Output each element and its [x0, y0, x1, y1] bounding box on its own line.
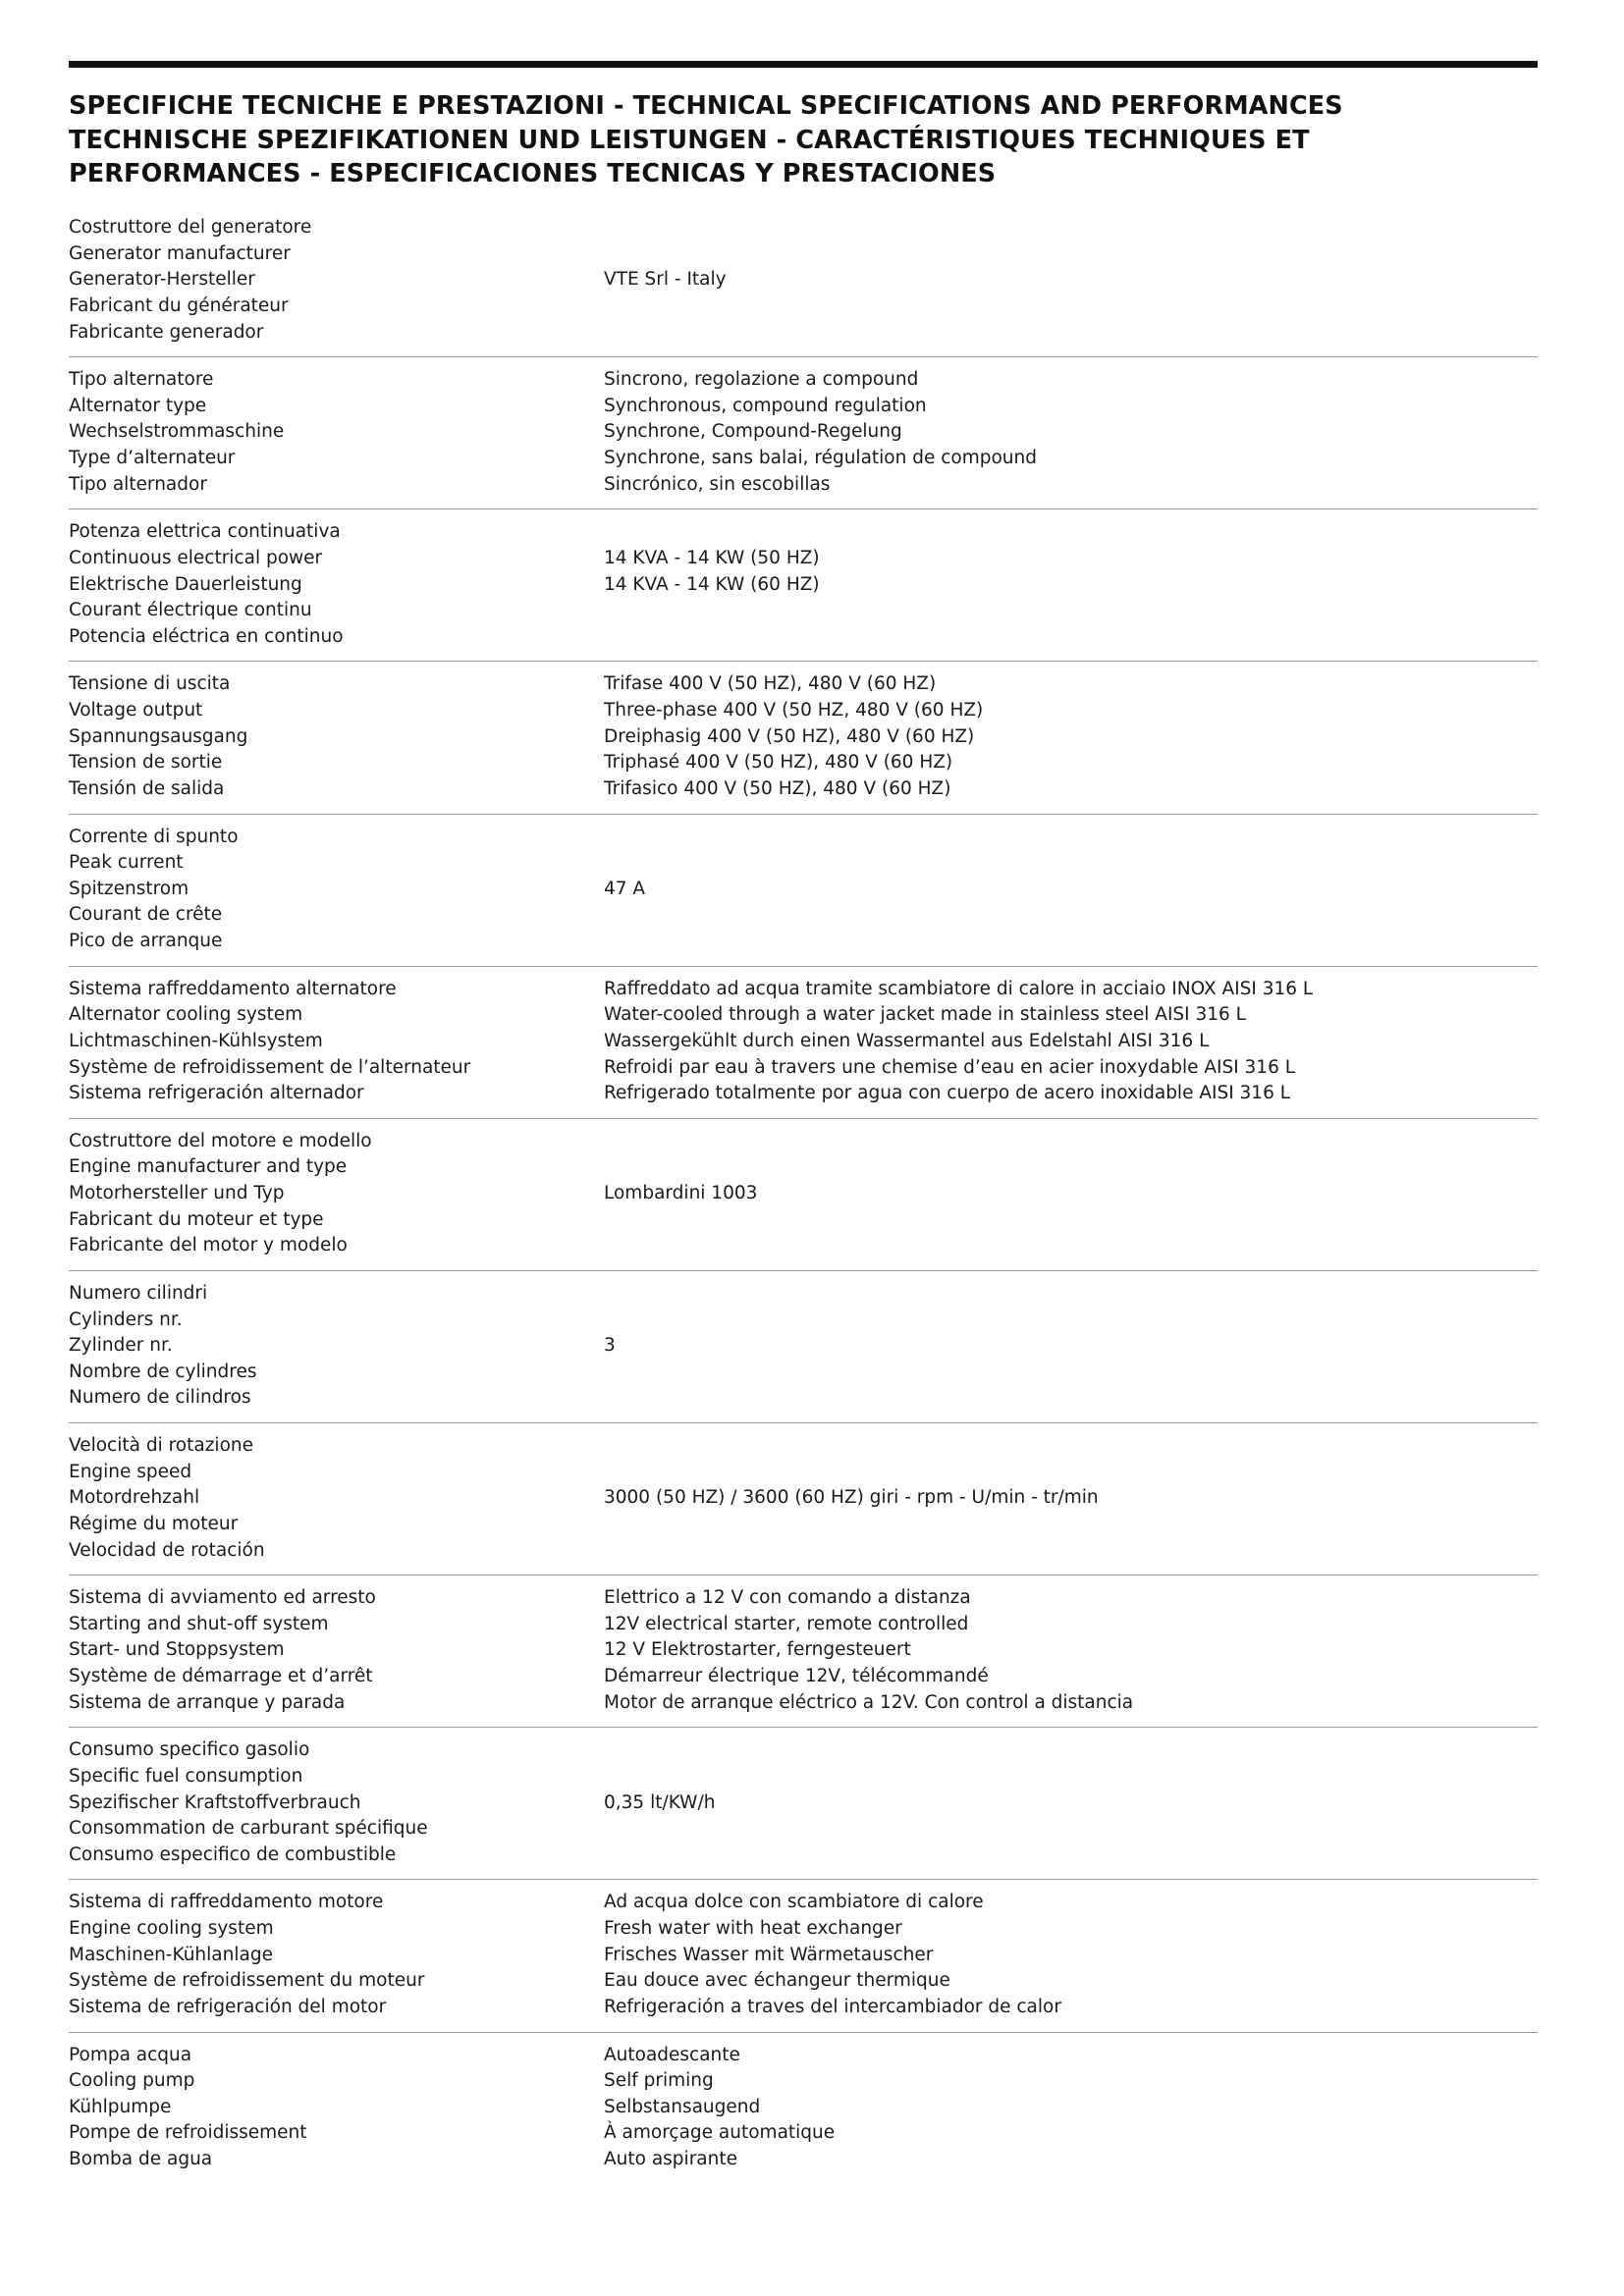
- value-de: Frisches Wasser mit Wärmetauscher: [604, 1944, 934, 1965]
- row-value-cell: [604, 205, 1538, 357]
- value-it: Elettrico a 12 V con comando a distanza: [604, 1587, 971, 1609]
- value-it: Autoadescante: [604, 2044, 740, 2065]
- label-it: Tipo alternatore: [69, 369, 214, 391]
- label-de: Kühlpumpe: [69, 2096, 172, 2117]
- row-value-cell: [604, 357, 1538, 509]
- value-en: Water-cooled through a water jacket made in stainless steel AISI 316 L: [604, 1004, 1246, 1026]
- label-it: Corrente di spunto: [69, 826, 239, 847]
- table-row: [69, 1728, 1538, 1880]
- label-es: Potencia eléctrica en continuo: [69, 625, 344, 647]
- label-en: Alternator type: [69, 395, 207, 416]
- row-value-cell: [604, 662, 1538, 814]
- row-value-cell: [604, 509, 1538, 662]
- value-de: Selbstansaugend: [604, 2096, 761, 2117]
- value-en: Self priming: [604, 2070, 714, 2092]
- value-es: [604, 1233, 1538, 1259]
- value-it: Sincrono, regolazione a compound: [604, 369, 919, 391]
- label-en: Engine speed: [69, 1461, 192, 1482]
- label-en: Engine cooling system: [69, 1918, 274, 1940]
- label-it: Potenza elettrica continuativa: [69, 521, 341, 543]
- value-fr: À amorçage automatique: [604, 2122, 836, 2144]
- label-fr: Système de démarrage et d’arrêt: [69, 1666, 373, 1687]
- label-es: Tensión de salida: [69, 777, 225, 799]
- value-fr: [604, 1360, 1538, 1386]
- value-it: [604, 1737, 1538, 1764]
- label-fr: Pompe de refroidissement: [69, 2122, 307, 2144]
- value-en: [604, 1154, 1538, 1181]
- table-row: [69, 1575, 1538, 1728]
- label-fr: Système de refroidissement de l’alternateur: [69, 1056, 471, 1078]
- row-label-cell: [69, 966, 604, 1118]
- table-row: [69, 1423, 1538, 1575]
- table-row: [69, 1270, 1538, 1422]
- value-it: Raffreddato ad acqua tramite scambiatore di calore in acciaio INOX AISI 316 L: [604, 978, 1314, 999]
- value-es: [604, 1385, 1538, 1412]
- table-row: [69, 814, 1538, 966]
- label-fr: Régime du moteur: [69, 1513, 239, 1534]
- page-title-line-2: TECHNISCHE SPEZIFIKATIONEN UND LEISTUNGEN - CARACTÉRISTIQUES TECHNIQUES ET: [69, 125, 1310, 155]
- table-row: [69, 357, 1538, 509]
- value-it: [604, 1433, 1538, 1460]
- row-label-cell: [69, 205, 604, 357]
- value-it: [604, 519, 1538, 546]
- table-row: [69, 509, 1538, 662]
- value-en: [604, 850, 1538, 877]
- label-en: Cooling pump: [69, 2070, 195, 2092]
- value-de: Lombardini 1003: [604, 1183, 758, 1204]
- row-value-cell: [604, 2032, 1538, 2184]
- value-de: 12 V Elektrostarter, ferngesteuert: [604, 1639, 911, 1661]
- row-value-cell: [604, 814, 1538, 966]
- label-es: Sistema de arranque y parada: [69, 1691, 346, 1713]
- value-it: [604, 1129, 1538, 1155]
- label-fr: Tension de sortie: [69, 752, 223, 774]
- table-row: [69, 1118, 1538, 1270]
- label-es: Sistema refrigeración alternador: [69, 1083, 364, 1104]
- label-en: Peak current: [69, 852, 184, 874]
- header-rule: [69, 61, 1538, 68]
- table-row: [69, 1880, 1538, 2032]
- value-fr: [604, 902, 1538, 929]
- label-fr: Nombre de cylindres: [69, 1361, 257, 1382]
- row-value-cell: [604, 1575, 1538, 1728]
- value-fr: Eau douce avec échangeur thermique: [604, 1970, 950, 1992]
- row-label-cell: [69, 1423, 604, 1575]
- row-value-cell: [604, 1728, 1538, 1880]
- table-body: [69, 205, 1538, 2184]
- value-fr: Synchrone, sans balai, régulation de compound: [604, 448, 1037, 469]
- value-fr: Triphasé 400 V (50 HZ), 480 V (60 HZ): [604, 752, 953, 774]
- label-es: Fabricante generador: [69, 321, 264, 343]
- label-fr: Courant électrique continu: [69, 600, 312, 621]
- row-label-cell: [69, 662, 604, 814]
- value-en: 14 KVA - 14 KW (50 HZ): [604, 547, 820, 568]
- row-label-cell: [69, 1270, 604, 1422]
- value-fr: [604, 1207, 1538, 1234]
- specifications-table: [69, 205, 1538, 2184]
- value-en: [604, 1764, 1538, 1790]
- value-es: [604, 1538, 1538, 1565]
- value-it: [604, 215, 1538, 241]
- label-es: Sistema de refrigeración del motor: [69, 1996, 387, 2017]
- value-de: 47 A: [604, 878, 646, 899]
- row-value-cell: [604, 1270, 1538, 1422]
- label-fr: Courant de crête: [69, 904, 223, 926]
- label-fr: Système de refroidissement du moteur: [69, 1970, 425, 1992]
- label-de: Spitzenstrom: [69, 878, 189, 899]
- value-it: [604, 825, 1538, 851]
- value-es: Refrigerado totalmente por agua con cuerpo de acero inoxidable AISI 316 L: [604, 1083, 1291, 1104]
- table-row: [69, 205, 1538, 357]
- page-title: [69, 89, 1538, 191]
- label-it: Costruttore del generatore: [69, 217, 312, 239]
- value-es: [604, 929, 1538, 955]
- label-it: Tensione di uscita: [69, 673, 231, 695]
- row-label-cell: [69, 1728, 604, 1880]
- label-de: Motordrehzahl: [69, 1487, 200, 1509]
- value-en: Fresh water with heat exchanger: [604, 1918, 902, 1940]
- label-en: Starting and shut-off system: [69, 1613, 329, 1634]
- value-it: [604, 1281, 1538, 1308]
- value-en: [604, 1460, 1538, 1486]
- label-it: Pompa acqua: [69, 2044, 192, 2065]
- value-es: Refrigeración a traves del intercambiador de calor: [604, 1996, 1061, 2017]
- label-es: Pico de arranque: [69, 931, 223, 952]
- value-es: [604, 320, 1538, 347]
- label-de: Motorhersteller und Typ: [69, 1183, 285, 1204]
- label-de: Start- und Stoppsystem: [69, 1639, 285, 1661]
- label-fr: Consommation de carburant spécifique: [69, 1818, 428, 1840]
- value-fr: [604, 598, 1538, 624]
- row-label-cell: [69, 1880, 604, 2032]
- label-de: Zylinder nr.: [69, 1335, 173, 1357]
- label-fr: Fabricant du générateur: [69, 294, 289, 316]
- label-it: Sistema di raffreddamento motore: [69, 1892, 384, 1913]
- label-de: Maschinen-Kühlanlage: [69, 1944, 273, 1965]
- label-it: Sistema di avviamento ed arresto: [69, 1587, 376, 1609]
- label-it: Sistema raffreddamento alternatore: [69, 978, 397, 999]
- value-fr: [604, 1512, 1538, 1538]
- label-fr: Type d’alternateur: [69, 448, 236, 469]
- label-de: Generator-Hersteller: [69, 269, 255, 291]
- value-de: VTE Srl - Italy: [604, 269, 727, 291]
- value-de: Synchrone, Compound-Regelung: [604, 421, 902, 443]
- value-it: Trifase 400 V (50 HZ), 480 V (60 HZ): [604, 673, 937, 695]
- value-en: [604, 1308, 1538, 1334]
- value-fr: [604, 294, 1538, 320]
- value-it: Ad acqua dolce con scambiatore di calore: [604, 1892, 984, 1913]
- value-fr: [604, 1816, 1538, 1842]
- label-es: Velocidad de rotación: [69, 1539, 265, 1561]
- value-en: Synchronous, compound regulation: [604, 395, 927, 416]
- label-en: Engine manufacturer and type: [69, 1156, 348, 1178]
- label-es: Numero de cilindros: [69, 1387, 251, 1409]
- label-en: Alternator cooling system: [69, 1004, 303, 1026]
- label-es: Tipo alternador: [69, 473, 207, 495]
- value-en: Three-phase 400 V (50 HZ, 480 V (60 HZ): [604, 700, 984, 721]
- value-de: Dreiphasig 400 V (50 HZ), 480 V (60 HZ): [604, 725, 975, 747]
- label-de: Elektrische Dauerleistung: [69, 573, 302, 595]
- row-value-cell: [604, 966, 1538, 1118]
- row-label-cell: [69, 1118, 604, 1270]
- value-es: [604, 1842, 1538, 1869]
- value-en: 12V electrical starter, remote controlled: [604, 1613, 969, 1634]
- row-value-cell: [604, 1423, 1538, 1575]
- page-title-line-3: PERFORMANCES - ESPECIFICACIONES TECNICAS Y PRESTACIONES: [69, 159, 997, 189]
- label-en: Continuous electrical power: [69, 547, 323, 568]
- page-title-line-1: SPECIFICHE TECNICHE E PRESTAZIONI - TECHNICAL SPECIFICATIONS AND PERFORMANCES: [69, 91, 1343, 121]
- value-de: 3: [604, 1335, 616, 1357]
- label-es: Consumo especifico de combustible: [69, 1843, 397, 1865]
- label-en: Generator manufacturer: [69, 242, 291, 264]
- value-es: Trifasico 400 V (50 HZ), 480 V (60 HZ): [604, 777, 951, 799]
- label-it: Consumo specifico gasolio: [69, 1739, 310, 1761]
- table-row: [69, 662, 1538, 814]
- value-de: 0,35 lt/KW/h: [604, 1791, 716, 1813]
- value-de: 14 KVA - 14 KW (60 HZ): [604, 573, 820, 595]
- label-es: Fabricante del motor y modelo: [69, 1235, 348, 1256]
- label-de: Lichtmaschinen-Kühlsystem: [69, 1030, 323, 1051]
- label-en: Voltage output: [69, 700, 203, 721]
- value-es: [604, 624, 1538, 651]
- value-es: Auto aspirante: [604, 2149, 737, 2170]
- label-de: Spannungsausgang: [69, 725, 248, 747]
- label-en: Cylinders nr.: [69, 1308, 183, 1330]
- row-label-cell: [69, 2032, 604, 2184]
- row-label-cell: [69, 509, 604, 662]
- label-it: Velocità di rotazione: [69, 1435, 253, 1457]
- value-de: 3000 (50 HZ) / 3600 (60 HZ) giri - rpm - U/min - tr/min: [604, 1487, 1099, 1509]
- label-fr: Fabricant du moteur et type: [69, 1208, 324, 1230]
- value-en: [604, 241, 1538, 268]
- value-es: Sincrónico, sin escobillas: [604, 473, 831, 495]
- row-label-cell: [69, 1575, 604, 1728]
- value-de: Wassergekühlt durch einen Wassermantel aus Edelstahl AISI 316 L: [604, 1030, 1210, 1051]
- row-label-cell: [69, 814, 604, 966]
- row-label-cell: [69, 357, 604, 509]
- value-fr: Démarreur électrique 12V, télécommandé: [604, 1666, 989, 1687]
- value-fr: Refroidi par eau à travers une chemise d’eau en acier inoxydable AISI 316 L: [604, 1056, 1296, 1078]
- row-value-cell: [604, 1880, 1538, 2032]
- label-de: Wechselstrommaschine: [69, 421, 285, 443]
- label-de: Spezifischer Kraftstoffverbrauch: [69, 1791, 361, 1813]
- label-en: Specific fuel consumption: [69, 1765, 303, 1787]
- label-it: Costruttore del motore e modello: [69, 1130, 372, 1151]
- label-es: Bomba de agua: [69, 2149, 213, 2170]
- table-row: [69, 2032, 1538, 2184]
- value-es: Motor de arranque eléctrico a 12V. Con control a distancia: [604, 1691, 1134, 1713]
- table-row: [69, 966, 1538, 1118]
- row-value-cell: [604, 1118, 1538, 1270]
- label-it: Numero cilindri: [69, 1282, 208, 1304]
